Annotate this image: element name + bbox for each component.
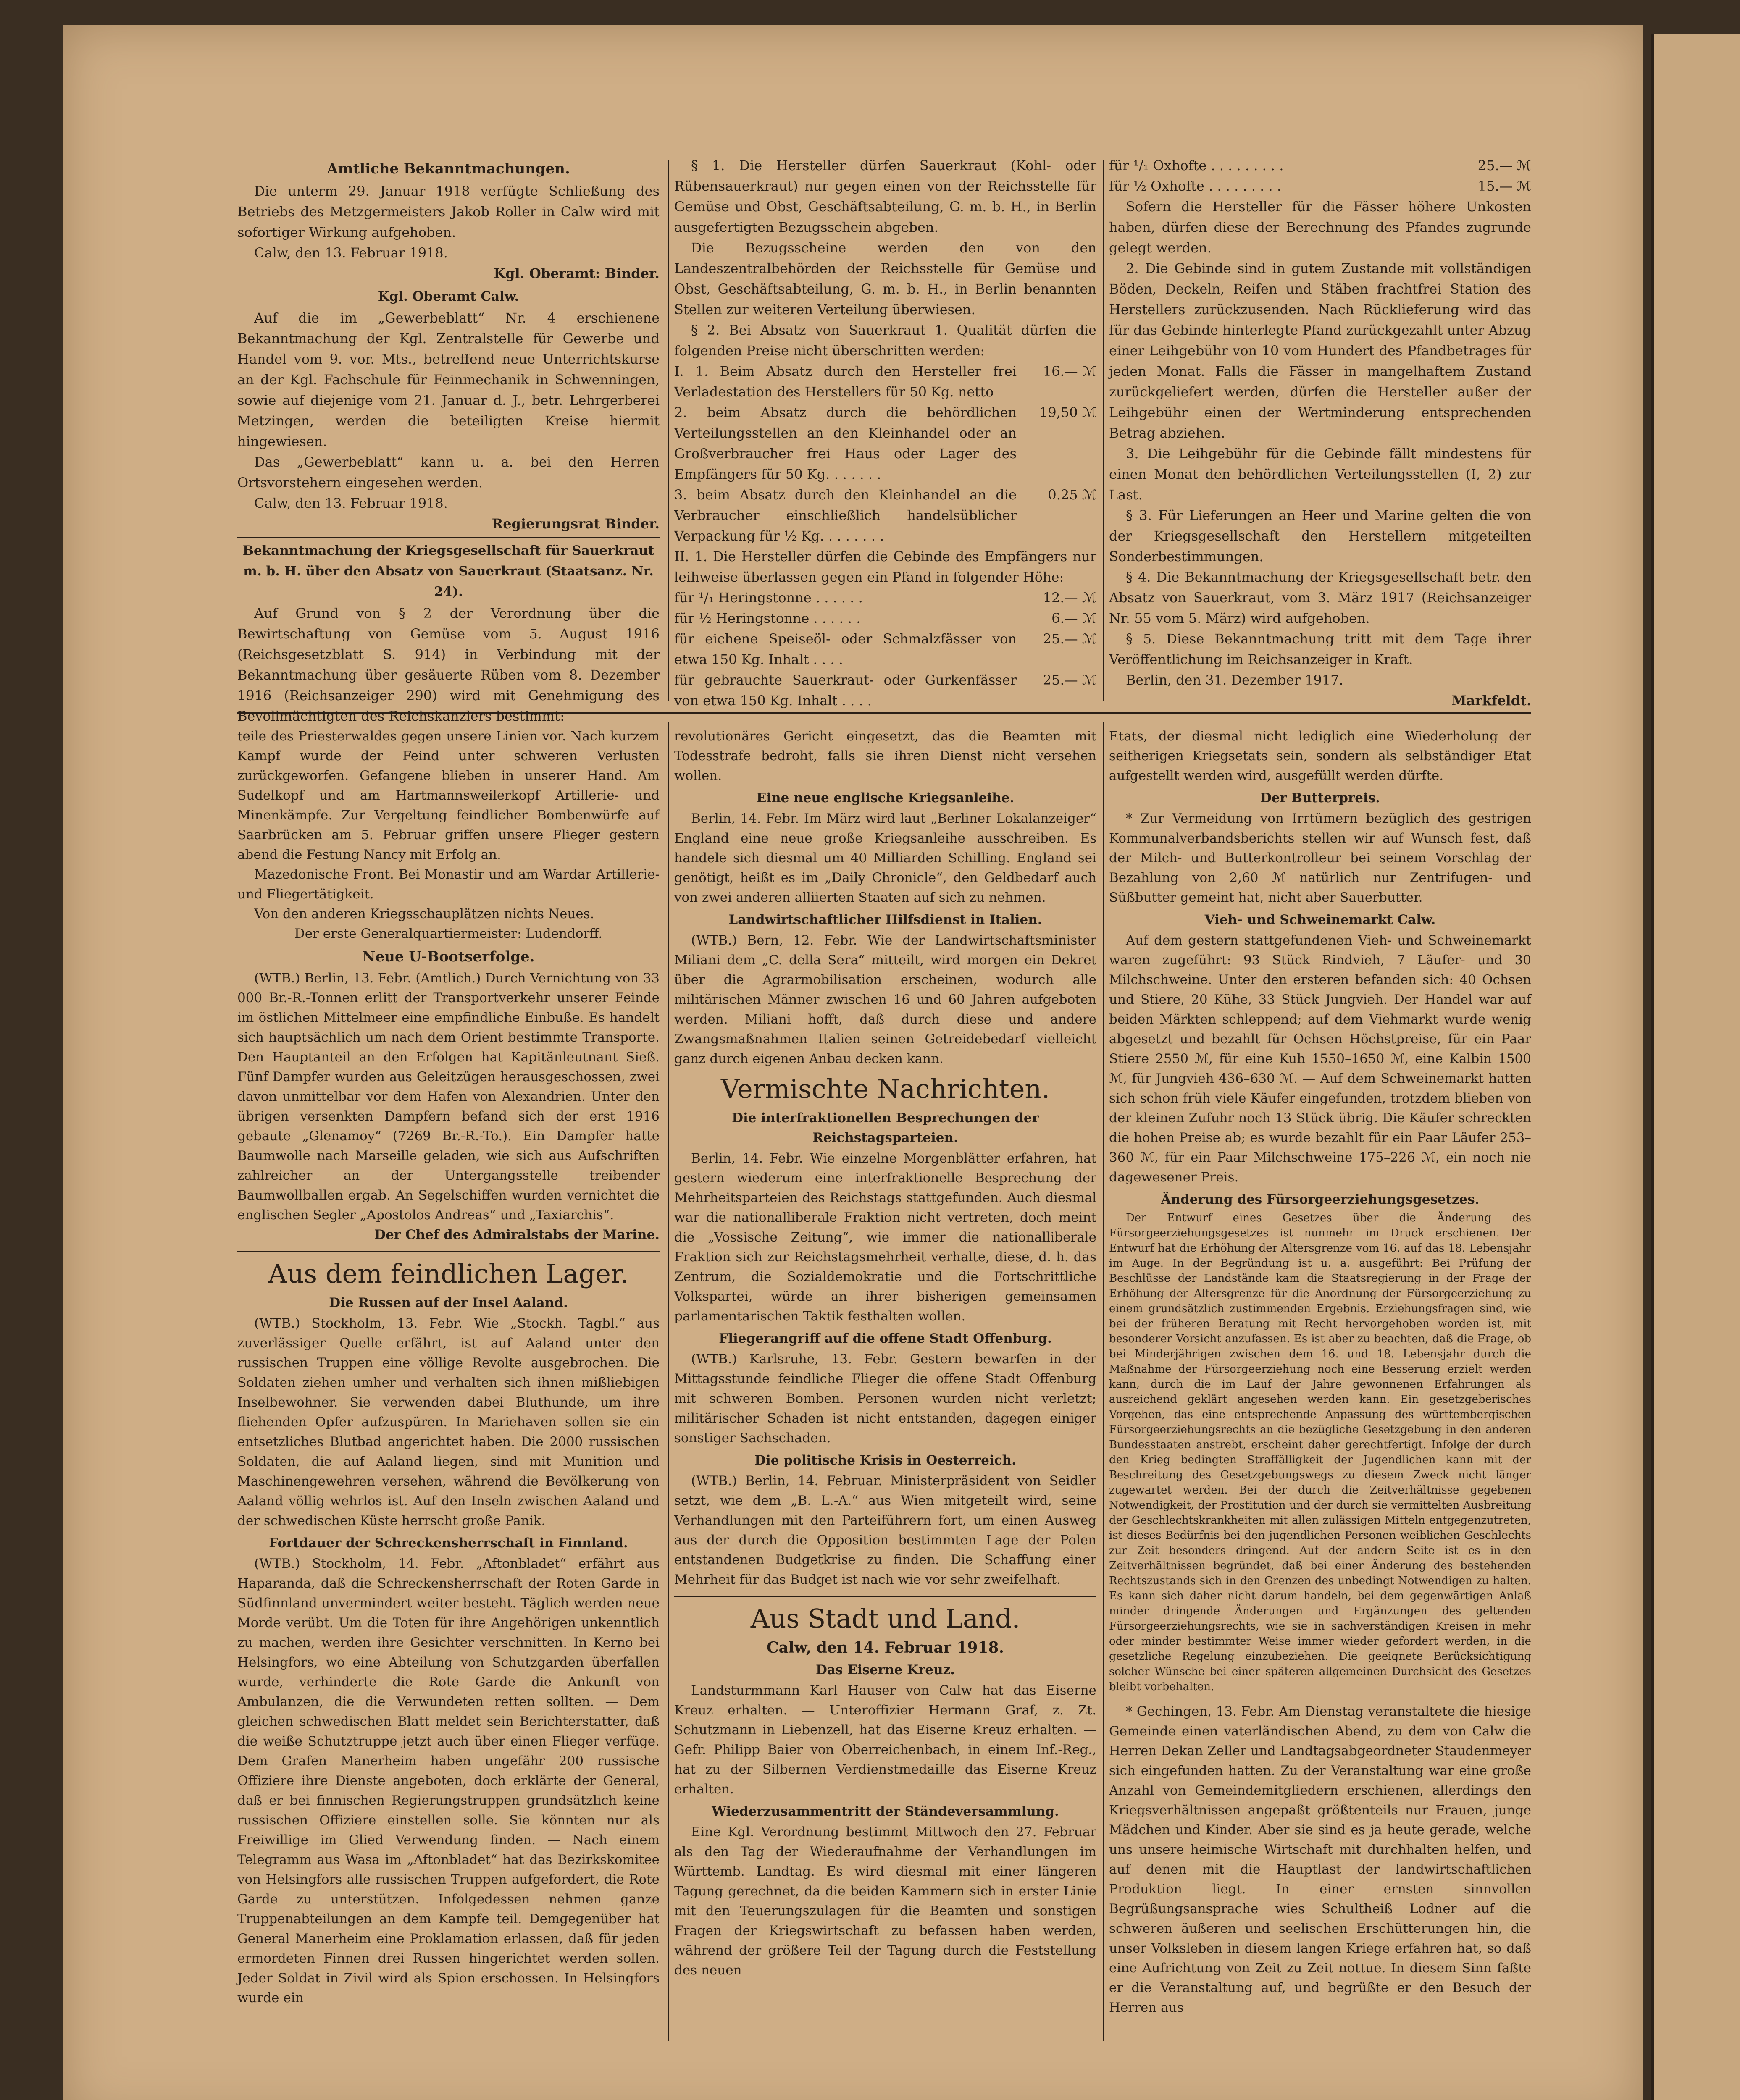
paragraph: Eine Kgl. Verordnung bestimmt Mittwoch den 27. Februar als den Tag der Wiederaufnahme der Verhandlungen im Württemb. Landtag. Es wird diesmal mit einer längeren Tagung gerechnet, da die beiden Kammern sich in erster Linie mit den Teuerungszulagen für die Beamten und sonstigen Fragen der Kriegswirtschaft zu befassen haben werden, während der größere Teil der Tagung durch die Feststellung des neuen — [674, 1824, 1096, 1978]
subheading: Fliegerangriff auf die offene Stadt Offenburg. — [719, 1331, 1052, 1346]
subheading: Der Butterpreis. — [1260, 790, 1380, 806]
paragraph: Berlin, 14. Febr. Wie einzelne Morgenblätter erfahren, hat gestern wiederum eine interfraktionelle Besprechung der Mehrheitsparteien des Reichstags stattgefunden. Auch diesmal war die nationalliberale Fraktion nicht vertreten, doch meint die „Vossische Zeitung“, wie immer die nationalliberale Fraktion sich zur Reichstagsmehrheit verhalte, diese, d. h. das Zentrum, die Sozialdemokratie und die Fortschrittliche Volkspartei, würde an ihrer bisherigen gemeinsamen parlamentarischen Taktik festhalten wollen. — [674, 1151, 1096, 1324]
paragraph: revolutionäres Gericht eingesetzt, das die Beamten mit Todesstrafe bedroht, falls sie ihren Dienst nicht versehen wollen. — [674, 729, 1096, 783]
price-row: für ½ Oxhofte . . . . . . . . . 15.— ℳ — [1109, 178, 1531, 194]
paragraph: Sofern die Hersteller für die Fässer höhere Unkosten haben, dürfen diese der Berechnung des Pfandes zugrunde gelegt werden. — [1109, 199, 1531, 256]
heading-sauerkraut: Bekanntmachung der Kriegsgesellschaft für Sauerkraut m. b. H. über den Absatz von Sauerkraut (Staatsanz. Nr. 24). — [237, 537, 660, 602]
paragraph: (WTB.) Bern, 12. Febr. Wie der Landwirtschaftsminister Miliani dem „C. della Sera“ mitteilt, wird morgen ein Dekret über die Agrarmobilisation erscheinen, wodurch alle militärischen Männer zwischen 16 und 60 Jahren aufgeboten werden. Miliani hofft, daß durch diese und andere Zwangsmaßnahmen Italien seinen Getreidebedarf vielleicht ganz durch eigenen Anbau decken kann. — [674, 933, 1096, 1066]
top-column-1 — [237, 155, 660, 724]
paragraph: teile des Priesterwaldes gegen unsere Linien vor. Nach kurzem Kampf wurde der Feind unter schweren Verlusten zurückgeworfen. Gefangene blieben in unserer Hand. Am Sudelkopf und am Hartmannsweilerkopf Artillerie- und Minenkämpfe. Zur Vergeltung feindlicher Bombenwürfe auf Saarbrücken am 5. Februar griffen unsere Flieger gestern abend die Festung Nancy mit Erfolg an. — [237, 729, 660, 862]
bottom-column-1 — [237, 727, 660, 2041]
notice-date: Calw, den 13. Februar 1918. — [254, 245, 448, 261]
subheading: Die Russen auf der Insel Aaland. — [329, 1295, 568, 1310]
notice-date: Berlin, den 31. Dezember 1917. — [1126, 672, 1343, 688]
paragraph: (WTB.) Berlin, 14. Februar. Ministerpräsident von Seidler setzt, wie dem „B. L.-A.“ aus Wien mitgeteilt wird, seine Verhandlungen mit den Parteiführern fort, um einen Ausweg aus der durch die Opposition bestimmten Lage der Polen entstandenen Budgetkrise zu finden. Die Schaffung einer Mehrheit für das Budget ist nach wie vor sehr zweifelhaft. — [674, 1473, 1096, 1587]
notice-signature: Markfeldt. — [1451, 693, 1531, 709]
heading-vermischte: Vermischte Nachrichten. — [720, 1074, 1050, 1104]
notice-text: Das „Gewerbeblatt“ kann u. a. bei den Herren Ortsvorstehern eingesehen werden. — [237, 454, 660, 491]
paragraph: Etats, der diesmal nicht lediglich eine Wiederholung der seitherigen Kriegsetats sein, sondern als selbständiger Etat aufgestellt werden wird, ausgefüllt werden dürfte. — [1109, 729, 1531, 783]
subheading: Das Eiserne Kreuz. — [815, 1662, 955, 1677]
notice-date: Calw, den 13. Februar 1918. — [254, 495, 448, 511]
subheading: Vieh- und Schweinemarkt Calw. — [1204, 912, 1436, 927]
notice-text: Die unterm 29. Januar 1918 verfügte Schließung des Betriebs des Metzgermeisters Jakob Roller in Calw wird mit sofortiger Wirkung aufgehoben. — [237, 183, 660, 240]
paragraph: Mazedonische Front. Bei Monastir und am Wardar Artillerie- und Fliegertätigkeit. — [237, 867, 660, 902]
paragraph: (WTB.) Stockholm, 13. Febr. Wie „Stockh. Tagbl.“ aus zuverlässiger Quelle erfährt, ist auf Aaland unter den russischen Truppen eine völlige Revolte ausgebrochen. Die Soldaten ziehen umher und verhalten sich ihnen mißliebigen Inselbewohner. Sie verwenden dabei Bluthunde, um ihre fliehenden Opfer aufzuspüren. In Mariehaven sollen sie ein entsetzliches Blutbad angerichtet haben. Die 2000 russischen Soldaten, die auf Aaland liegen, sind mit Munition und Maschinengewehren versehen, während die Bevölkerung von Aaland völlig wehrlos ist. Auf den Inseln zwischen Aaland und der schwedischen Küste herrscht große Panik. — [237, 1316, 660, 1528]
heading-stadt-und-land: Aus Stadt und Land. — [750, 1603, 1020, 1634]
price-row: für ½ Heringstonne . . . . . . 6.— ℳ — [674, 610, 1096, 626]
top-column-2 — [674, 155, 1096, 709]
subheading: Wiederzusammentritt der Ständeversammlung. — [712, 1804, 1059, 1819]
paragraph: § 3. Für Lieferungen an Heer und Marine gelten die von der Kriegsgesellschaft den Herstellern mitgeteilten Sonderbestimmungen. — [1109, 507, 1531, 564]
paragraph: (WTB.) Karlsruhe, 13. Febr. Gestern bewarfen in der Mittagsstunde feindliche Flieger die offene Stadt Offenburg mit schweren Bomben. Personen wurden nicht verletzt; militärischer Schaden ist nicht entstanden, dagegen einiger sonstiger Sachschaden. — [674, 1352, 1096, 1446]
notice-signature: Kgl. Oberamt: Binder. — [494, 265, 660, 281]
paragraph: 2. Die Gebinde sind in gutem Zustande mit vollständigen Böden, Deckeln, Reifen und Stäben frachtfrei Station des Herstellers zurückzusenden. Nach Rücklieferung wird das für das Gebinde hinterlegte Pfand zurückgezahlt unter Abzug einer Leihgebühr von 10 vom Hundert des Pfandbetrages für jeden Monat. Falls die Fässer in mangelhaftem Zustand zurückgeliefert werden, dürfen die Hersteller außer der Leihgebühr einen der Wertminderung entsprechenden Betrag abziehen. — [1109, 260, 1531, 441]
paragraph: Landsturmmann Karl Hauser von Calw hat das Eiserne Kreuz erhalten. — Unteroffizier Hermann Graf, z. Zt. Schutzmann in Liebenzell, hat das Eiserne Kreuz erhalten. — Gefr. Philipp Baier von Oberreichenbach, in einem Inf.-Reg., hat zu der Silbernen Verdienstmedaille das Eiserne Kreuz erhalten. — [674, 1683, 1096, 1797]
column-rule — [668, 160, 669, 701]
paragraph: § 1. Die Hersteller dürfen Sauerkraut (Kohl- oder Rübensauerkraut) nur gegen einen von der Reichsstelle für Gemüse und Obst, Geschäftsabteilung, G. m. b. H., in Berlin ausgefertigten Bezugsschein abgeben. — [674, 158, 1096, 235]
heading-oberamt: Kgl. Oberamt Calw. — [378, 289, 519, 304]
subheading: Landwirtschaftlicher Hilfsdienst in Italien. — [728, 912, 1042, 927]
price-row: 3. beim Absatz durch den Kleinhandel an die Verbraucher einschließlich handelsüblicher Verpackung für ½ Kg. . . . . . . . 0.25 ℳ — [674, 487, 1096, 544]
paragraph: (WTB.) Berlin, 13. Febr. (Amtlich.) Durch Vernichtung von 33 000 Br.-R.-Tonnen erlitt der Transportverkehr unserer Feinde im östlichen Mittelmeer eine empfindliche Einbuße. Es handelt sich hauptsächlich um nach dem Orient bestimmte Transporte. Den Hauptanteil an den Erfolgen hat Kapitänleutnant Sieß. Fünf Dampfer wurden aus Geleitzügen herausgeschossen, zwei davon unmittelbar vor dem Hafen von Alexandrien. Unter den übrigen versenkten Dampfern befand sich der erst 1916 gebaute „Glenamoy“ (7269 Br.-R.-To.). Ein Dampfer hatte Baumwolle nach Marseille geladen, wie sich aus Aufschriften zahlreicher an der Untergangsstelle treibender Baumwollballen ergab. An Segelschiffen wurden vernichtet die englischen Segler „Apostolos Andreas“ und „Taxiarchis“. — [237, 971, 660, 1223]
paragraph: § 2. Bei Absatz von Sauerkraut 1. Qualität dürfen die folgenden Preise nicht überschritten werden: — [674, 322, 1096, 359]
paragraph: 3. Die Leihgebühr für die Gebinde fällt mindestens für einen Monat den behördlichen Verteilungsstellen (I, 2) zur Last. — [1109, 446, 1531, 503]
price-row: I. 1. Beim Absatz durch den Hersteller frei Verladestation des Herstellers für 50 Kg. netto 16.— ℳ — [674, 363, 1096, 400]
notice-text: Auf Grund von § 2 der Verordnung über die Bewirtschaftung von Gemüse vom 5. August 1916 (Reichsgesetzblatt S. 914) in Verbindung mit der Bekanntmachung über gesäuerte Rüben vom 8. Dezember 1916 (Reichsanzeiger 290) wird mit Genehmigung des Bevollmächtigten des Reichskanzlers bestimmt: — [237, 605, 660, 724]
top-column-3 — [1109, 155, 1531, 709]
divider — [237, 1251, 660, 1252]
price-row: für eichene Speiseöl- oder Schmalzfässer von etwa 150 Kg. Inhalt . . . . 25.— ℳ — [674, 631, 1096, 667]
subheading: Die interfraktionellen Besprechungen der Reichstagsparteien. — [732, 1110, 1039, 1145]
notice-signature: Regierungsrat Binder. — [492, 516, 660, 532]
divider — [674, 1596, 1096, 1597]
price-row: für gebrauchte Sauerkraut- oder Gurkenfässer von etwa 150 Kg. Inhalt . . . . 25.— ℳ — [674, 672, 1096, 709]
paragraph: * Zur Vermeidung von Irrtümern bezüglich des gestrigen Kommunalverbandsberichts stellen wir auf Wunsch fest, daß der Milch- und Butterkontrolleur bei seinem Vorschlag der Bezahlung von 2,60 ℳ natürlich nur Zentrifugen- und Süßbutter gemeint hat, nicht aber Sauerbutter. — [1109, 811, 1531, 905]
notice-text: Auf die im „Gewerbeblatt“ Nr. 4 erschienene Bekanntmachung der Kgl. Zentralstelle für Gewerbe und Handel vom 9. vor. Mts., betreffend neue Unterrichtskurse an der Kgl. Fachschule für Feinmechanik in Schwenningen, sowie auf diejenige vom 21. Januar d. J., betr. Lehrgerberei Metzingen, werden die beteiligten Kreise hiermit hingewiesen. — [237, 310, 660, 449]
bottom-column-2 — [674, 727, 1096, 2041]
subheading: Die politische Krisis in Oesterreich. — [754, 1453, 1016, 1468]
report-signature: Der erste Generalquartiermeister: Ludendorff. — [294, 926, 603, 941]
subheading: Änderung des Fürsorgeerziehungsgesetzes. — [1161, 1192, 1480, 1207]
dateline: Calw, den 14. Februar 1918. — [766, 1639, 1004, 1656]
paragraph: § 4. Die Bekanntmachung der Kriegsgesellschaft betr. den Absatz von Sauerkraut, vom 3. März 1917 (Reichsanzeiger Nr. 55 vom 5. März) wird aufgehoben. — [1109, 569, 1531, 626]
paragraph: * Gechingen, 13. Febr. Am Dienstag veranstaltete die hiesige Gemeinde einen vaterländischen Abend, zu dem von Calw die Herren Dekan Zeller und Landtagsabgeordneter Staudenmeyer sich eingefunden hatten. Zu der Veranstaltung war eine große Anzahl von Gemeindemitgliedern erschienen, allerdings den Kriegsverhältnissen angepaßt größtenteils nur Frauen, junge Mädchen und Kinder. Aber sie sind es ja heute gerade, welche uns unsere heimische Wirtschaft mit durchhalten helfen, und auf denen mit die Hauptlast der landwirtschaftlichen Produktion liegt. In einer ernsten sinnvollen Begrüßungsansprache wies Schultheiß Lodner auf die schweren äußeren und seelischen Erschütterungen hin, die unser Volksleben in diesem langen Kriege erfahren hat, so daß eine Aufrichtung von Zeit zu Zeit nottue. In diesem Sinn faßte er die Veranstaltung auf, und begrüßte er den Besuch der Herren aus — [1109, 1704, 1531, 2015]
column-rule — [1103, 722, 1104, 2041]
price-row: 2. beim Absatz durch die behördlichen Verteilungsstellen an den Kleinhandel oder an Großverbraucher frei Haus oder Lager des Empfängers für 50 Kg. . . . . . . 19,50 ℳ — [674, 404, 1096, 482]
paragraph: II. 1. Die Hersteller dürfen die Gebinde des Empfängers nur leihweise überlassen gegen ein Pfand in folgender Höhe: — [674, 549, 1096, 585]
paragraph-small: Der Entwurf eines Gesetzes über die Änderung des Fürsorgeerziehungsgesetzes ist nunmehr im Druck erschienen. Der Entwurf hat die Erhöhung der Altersgrenze vom 16. auf das 18. Lebensjahr im Auge. In der Begründung ist u. a. ausgeführt: Bei Prüfung der Beschlüsse der Landstände kam die Staatsregierung in der Frage der Erhöhung der Altersgrenze für die Anordnung der Fürsorgeerziehung zu einem grundsätzlich zustimmenden Ergebnis. Erziehungsfragen sind, wie bei der früheren Beratung mit Recht hervorgehoben worden ist, mit besonderer Vorsicht anzufassen. Es ist aber zu beachten, daß die Frage, ob bei Minderjährigen zwischen dem 16. und 18. Lebensjahr durch die Maßnahme der Fürsorgeerziehung noch eine Besserung erzielt werden kann, durch die im Lauf der Jahre gewonnenen Erfahrungen als ausreichend geklärt angesehen werden kann. Ein gesetzgeberisches Vorgehen, das eine entsprechende Anpassung des württembergischen Fürsorgeerziehungsrechts an die bezügliche Gesetzgebung in den anderen Bundesstaaten anstrebt, erscheint daher gerechtfertigt. Infolge der durch den Krieg bedingten Straffälligkeit der Jugendlichen kann mit der Beschreitung des Gesetzgebungswegs zu diesem Zweck nicht länger zugewartet werden. Bei der durch die Zeitverhältnisse gegebenen Notwendigkeit, der Prostitution und der durch sie vermittelten Ausbreitung der Geschlechtskrankheiten mit allen zulässigen Mitteln entgegenzutreten, ist dieses Bedürfnis bei den jugendlichen Personen weiblichen Geschlechts zur Zeit besonders dringend. Auf der andern Seite ist es in den Zeitverhältnissen begründet, daß bei einer Änderung des bestehenden Rechtszustands sich in den Grenzen des unbedingt Notwendigen zu halten. Es kann sich daher nicht darum handeln, bei dem gegenwärtigen Anlaß minder dringende Änderungen und Ergänzungen des geltenden Fürsorgeerziehungsrechts, wie sie in sachverständigen Kreisen in mehr oder minder bestimmter Weise immer wieder gefordert werden, in die gesetzliche Regelung einzubeziehen. Die geeignete Berücksichtigung solcher Wünsche bei einer späteren allgemeinen Durchsicht des Gesetzes bleibt vorbehalten. — [1109, 1212, 1531, 1693]
paragraph: Die Bezugsscheine werden den von den Landeszentralbehörden der Reichsstelle für Gemüse und Obst, Geschäftsabteilung, G. m. b. H., in Berlin benannten Stellen zur weiteren Verteilung überwiesen. — [674, 240, 1096, 318]
heading-amtliche: Amtliche Bekanntmachungen. — [327, 160, 570, 177]
paragraph: (WTB.) Stockholm, 14. Febr. „Aftonbladet“ erfährt aus Haparanda, daß die Schreckensherrschaft der Roten Garde in Südfinnland unvermindert weiter besteht. Täglich werden neue Morde verübt. Um die Toten für ihre Angehörigen unkenntlich zu machen, werden ihre Gesichter verschnitten. In Kerno bei Helsingfors, wo eine Abteilung von Schutzgarden überfallen wurde, verhinderte die Rote Garde die Ankunft von Ambulanzen, die die Verwundeten retten sollten. — Dem gleichen schwedischen Blatt meldet sein Berichterstatter, daß die weiße Schutztruppe jetzt auch über einen Flieger verfüge. Dem Grafen Manerheim haben ungefähr 200 russische Offiziere ihre Dienste angeboten, doch erklärte der General, daß er bei finnischen Regierungstruppen grundsätzlich keine russischen Offiziere einstellen solle. Sie könnten nur als Freiwillige im Glied Verwendung finden. — Nach einem Telegramm aus Wasa im „Aftonbladet“ hat das Bezirkskomitee von Helsingfors alle russischen Truppen aufgefordert, die Rote Garde zu unterstützen. Infolgedessen nehmen ganze Truppenabteilungen an dem Kampfe teil. Demgegenüber hat General Manerheim eine Proklamation erlassen, daß für jeden ermordeten Finnen drei Russen hingerichtet werden sollen. Jeder Soldat in Zivil wird als Spion erschossen. In Helsingfors wurde ein — [237, 1556, 660, 2006]
subheading: Fortdauer der Schreckensherrschaft in Finnland. — [269, 1536, 628, 1551]
report-signature: Der Chef des Admiralstabs der Marine. — [374, 1227, 660, 1242]
price-row: für ¹/₁ Heringstonne . . . . . . 12.— ℳ — [674, 590, 1096, 606]
paragraph: Auf dem gestern stattgefundenen Vieh- und Schweinemarkt waren zugeführt: 93 Stück Rindvieh, 7 Läufer- und 30 Milchschweine. Unter den ersteren befanden sich: 40 Ochsen und Stiere, 20 Kühe, 33 Stück Jungvieh. Der Handel war auf beiden Märkten schleppend; auf dem Viehmarkt wurde wenig abgesetzt und bezahlt für Ochsen Höchstpreise, für ein Paar Stiere 2550 ℳ, für eine Kuh 1550–1650 ℳ, eine Kalbin 1500 ℳ, für Jungvieh 436–630 ℳ. — Auf dem Schweinemarkt hatten sich schon früh viele Käufer eingefunden, trotzdem blieben von der kleinen Zufuhr noch 13 Stück übrig. Die Käufer schreckten die hohen Preise ab; es wurde bezahlt für ein Paar Läufer 253–360 ℳ, für ein Paar Milchschweine 175–226 ℳ, ein noch nie dagewesener Preis. — [1109, 933, 1531, 1185]
paragraph: § 5. Diese Bekanntmachung tritt mit dem Tage ihrer Veröffentlichung im Reichsanzeiger in Kraft. — [1109, 631, 1531, 667]
paragraph: Berlin, 14. Febr. Im März wird laut „Berliner Lokalanzeiger“ England eine neue große Kriegsanleihe ausschreiben. Es handele sich diesmal um 40 Milliarden Schilling. England sei genötigt, heißt es im „Daily Chronicle“, den Geldbedarf auch von zwei anderen alliierten Staaten auf sich zu nehmen. — [674, 811, 1096, 905]
column-rule — [668, 722, 669, 2041]
facing-page — [1651, 34, 1740, 2100]
price-row: für ¹/₁ Oxhofte . . . . . . . . . 25.— ℳ — [1109, 158, 1531, 173]
bottom-column-3 — [1109, 727, 1531, 2041]
heading-u-boot: Neue U-Bootserfolge. — [362, 948, 535, 965]
column-rule — [1103, 160, 1104, 701]
subheading: Eine neue englische Kriegsanleihe. — [756, 790, 1015, 806]
heading-feindlichen-lager: Aus dem feindlichen Lager. — [268, 1258, 629, 1289]
paragraph: Von den anderen Kriegsschauplätzen nichts Neues. — [254, 906, 594, 921]
